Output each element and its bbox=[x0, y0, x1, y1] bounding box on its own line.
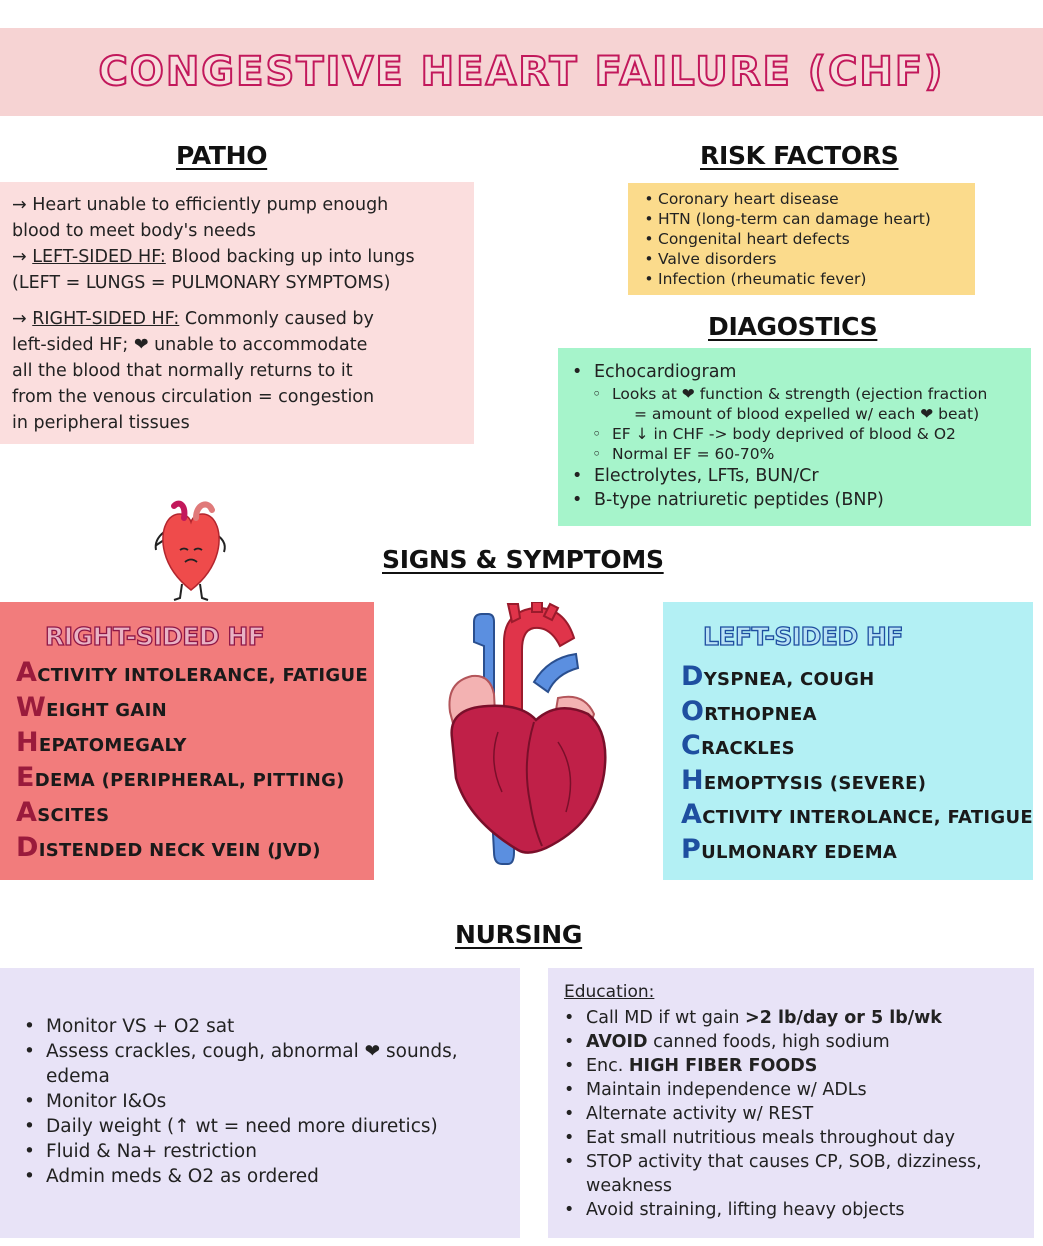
risk-item: • Infection (rheumatic fever) bbox=[640, 269, 931, 289]
patho-line: from the venous circulation = congestion bbox=[12, 387, 375, 407]
education-item: • STOP activity that causes CP, SOB, dizziness, weakness bbox=[560, 1150, 1030, 1198]
diag-subitem: ◦ Looks at ❤ function & strength (ejection fraction bbox=[592, 385, 988, 403]
education-box bbox=[548, 968, 1034, 1238]
education-item: • Avoid straining, lifting heavy objects bbox=[560, 1198, 1030, 1222]
nursing-item: • Monitor I&Os bbox=[20, 1089, 510, 1114]
anatomical-heart-icon bbox=[438, 602, 610, 876]
page-title: CONGESTIVE HEART FAILURE (CHF) bbox=[98, 49, 945, 95]
nursing-item: • Assess crackles, cough, abnormal ❤ sounds, edema bbox=[20, 1039, 510, 1089]
patho-line: left-sided HF; ❤ unable to accommodate bbox=[12, 335, 368, 355]
diagnostics-heading: DIAGOSTICS bbox=[708, 312, 878, 341]
education-label: Education: bbox=[564, 982, 655, 1002]
education-item: • Enc. HIGH FIBER FOODS bbox=[560, 1054, 1030, 1078]
signs-symptoms-heading: SIGNS & SYMPTOMS bbox=[382, 545, 664, 574]
mnemonic-item: ORTHOPNEA bbox=[681, 695, 817, 727]
mnemonic-item: ACTIVITY INTEROLANCE, FATIGUE bbox=[681, 799, 1033, 830]
patho-line: → RIGHT-SIDED HF: Commonly caused by bbox=[12, 309, 374, 329]
patho-heading: PATHO bbox=[176, 141, 268, 170]
nursing-interventions-box bbox=[0, 968, 520, 1238]
diag-item: • Electrolytes, LFTs, BUN/Cr bbox=[572, 466, 819, 486]
mnemonic-item: DISTENDED NECK VEIN (JVD) bbox=[16, 832, 321, 863]
education-item: • Alternate activity w/ REST bbox=[560, 1102, 1030, 1126]
risk-item: • HTN (long-term can damage heart) bbox=[640, 209, 931, 229]
patho-box bbox=[0, 182, 474, 444]
mnemonic-item: ACTIVITY INTOLERANCE, FATIGUE bbox=[16, 657, 368, 688]
left-sided-label: LEFT-SIDED HF: bbox=[32, 247, 166, 267]
patho-line: blood to meet body's needs bbox=[12, 221, 256, 241]
right-sided-hf-heading: RIGHT-SIDED HF bbox=[45, 622, 265, 651]
risk-factors-heading: RISK FACTORS bbox=[700, 141, 899, 170]
mnemonic-item: DYSPNEA, COUGH bbox=[681, 661, 875, 692]
risk-item: • Valve disorders bbox=[640, 249, 931, 269]
diag-item: • Echocardiogram bbox=[572, 362, 737, 382]
patho-line: all the blood that normally returns to it bbox=[12, 361, 353, 381]
nursing-item: • Fluid & Na+ restriction bbox=[20, 1139, 510, 1164]
diag-subitem: ◦ Normal EF = 60-70% bbox=[592, 445, 775, 463]
risk-factors-box bbox=[628, 183, 975, 295]
right-sided-label: RIGHT-SIDED HF: bbox=[32, 309, 180, 329]
patho-line: (LEFT = LUNGS = PULMONARY SYMPTOMS) bbox=[12, 273, 391, 293]
diag-subitem: ◦ EF ↓ in CHF -> body deprived of blood & O2 bbox=[592, 425, 956, 443]
nursing-item: • Daily weight (↑ wt = need more diuretics) bbox=[20, 1114, 510, 1139]
mnemonic-item: WEIGHT GAIN bbox=[16, 692, 167, 723]
left-sided-hf-box bbox=[663, 602, 1033, 880]
education-item: • Call MD if wt gain >2 lb/day or 5 lb/wk bbox=[560, 1006, 1030, 1030]
diag-subitem-cont: = amount of blood expelled w/ each ❤ beat) bbox=[634, 405, 980, 423]
mnemonic-item: HEPATOMEGALY bbox=[16, 727, 187, 758]
risk-item: • Congenital heart defects bbox=[640, 229, 931, 249]
mnemonic-item: ASCITES bbox=[16, 797, 110, 828]
education-item: • Eat small nutritious meals throughout day bbox=[560, 1126, 1030, 1150]
right-sided-hf-box bbox=[0, 602, 374, 880]
mnemonic-item: PULMONARY EDEMA bbox=[681, 833, 898, 865]
patho-line: → Heart unable to efficiently pump enough bbox=[12, 195, 389, 215]
patho-line: in peripheral tissues bbox=[12, 413, 190, 433]
patho-line: → LEFT-SIDED HF: Blood backing up into lungs bbox=[12, 247, 415, 267]
diagnostics-box bbox=[558, 348, 1031, 526]
sad-heart-mascot-icon bbox=[150, 496, 232, 604]
nursing-item: • Admin meds & O2 as ordered bbox=[20, 1164, 510, 1189]
mnemonic-item: HEMOPTYSIS (SEVERE) bbox=[681, 764, 927, 796]
nursing-heading: NURSING bbox=[455, 920, 583, 949]
mnemonic-item: CRACKLES bbox=[681, 730, 795, 761]
nursing-item: • Monitor VS + O2 sat bbox=[20, 1014, 510, 1039]
left-sided-hf-heading: LEFT-SIDED HF bbox=[703, 622, 903, 651]
education-item: • Maintain independence w/ ADLs bbox=[560, 1078, 1030, 1102]
diag-item: • B-type natriuretic peptides (BNP) bbox=[572, 490, 884, 510]
education-item: • AVOID canned foods, high sodium bbox=[560, 1030, 1030, 1054]
mnemonic-item: EDEMA (PERIPHERAL, PITTING) bbox=[16, 762, 345, 793]
risk-item: • Coronary heart disease bbox=[640, 189, 931, 209]
